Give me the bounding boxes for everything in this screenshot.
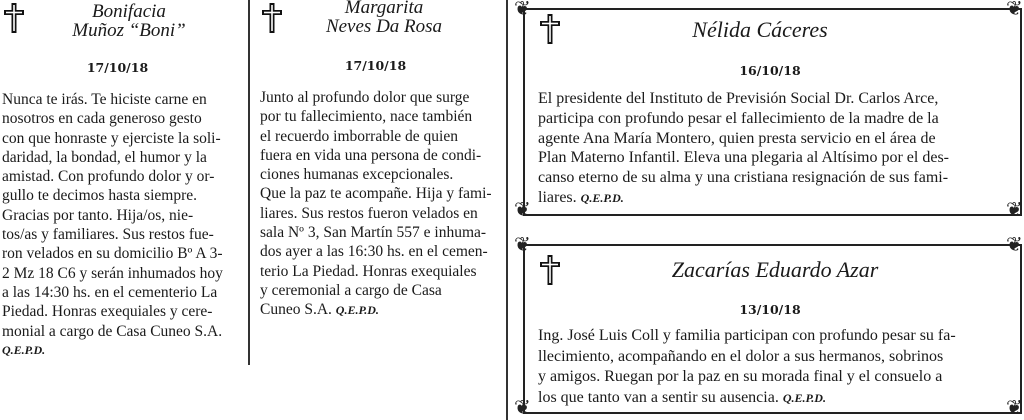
text-line: gullo te decimos hasta siempre. (2, 187, 197, 205)
obituary-name: Nélida Cáceres (692, 17, 828, 42)
text-line: Ing. José Luis Coll y familia participan con profundo pesar su fa- (538, 327, 956, 344)
corner-ornament-icon: ❦ (514, 397, 531, 419)
text-line: a las 14:30 hs. en el cementerio La (2, 283, 218, 301)
obituary-date: 16/10/18 (739, 63, 801, 78)
corner-ornament-icon: ❦ (514, 199, 531, 221)
text-line: Piedad. Honras exequiales y cere- (2, 303, 213, 321)
obituary-text (538, 326, 1008, 408)
obituary-date: 17/10/18 (86, 60, 149, 75)
corner-ornament-icon: ❦ (1006, 234, 1023, 256)
text-line: sala Nº 3, San Martín 557 e inhuma- (260, 224, 487, 242)
text-line: Plan Materno Infantil. Eleva una plegaria al Altísimo por el des- (538, 149, 949, 167)
text-line: liares. Q.E.P.D. (538, 188, 624, 206)
cross-icon (540, 255, 560, 285)
cross-icon (540, 14, 560, 44)
text-line: daridad, la bondad, el humor y la (2, 148, 207, 166)
text-line: dos ayer a las 16:30 hs. en el cemen- (260, 243, 488, 261)
text-line: con que honraste y ejerciste la soli- (2, 129, 221, 147)
text-line: Que la paz te acompañe. Hija y fami- (260, 185, 492, 203)
text-line: monial a cargo de Casa Cuneo S.A. (2, 322, 223, 340)
cross-icon (262, 3, 282, 33)
text-line: agente Ana María Montero, quien presta servicio en el área de (538, 129, 936, 147)
corner-ornament-icon: ❦ (1006, 0, 1023, 20)
corner-ornament-icon: ❦ (514, 0, 531, 20)
text-line: fuera en vida una persona de condi- (260, 146, 482, 164)
text-line: y amigos. Ruegan por la paz en su morada final y el consuelo a (538, 368, 943, 385)
text-line: El presidente del Instituto de Previsión Social Dr. Carlos Arce, (538, 90, 939, 107)
cross-icon (4, 3, 24, 33)
text-line: el recuerdo imborrable de quien (260, 127, 458, 145)
text-line: amistad. Con profundo dolor y or- (2, 168, 215, 186)
qepd-label: Q.E.P.D. (782, 390, 826, 405)
corner-ornament-icon: ❦ (514, 234, 531, 256)
column-divider (506, 0, 508, 420)
obituary-name: Margarita Neves Da Rosa (325, 0, 443, 37)
text-line: llecimiento, acompañando en el dolor a sus hermanos, sobrinos (538, 347, 944, 365)
corner-ornament-icon: ❦ (1006, 397, 1023, 419)
obituary-name: Zacarías Eduardo Azar (671, 257, 879, 282)
text-line: ron velados en su domicilio Bº A 3- (2, 245, 223, 263)
text-line: terio La Piedad. Honras exequiales (260, 262, 477, 280)
column-divider (248, 0, 250, 365)
text-line: tos/as y familiares. Sus restos fue- (2, 226, 214, 244)
obituary-text (260, 88, 492, 321)
text-line: participa con profundo pesar el fallecimiento de la madre de la (538, 109, 939, 127)
text-line: Nunca te irás. Te hiciste carne en (2, 91, 207, 108)
text-line: Cuneo S.A. Q.E.P.D. (260, 301, 379, 319)
text-line: los que tanto van a sentir su ausencia. Q.E.P.D. (538, 388, 826, 406)
qepd-label: Q.E.P.D. (335, 303, 379, 318)
text-line: Gracias por tanto. Hija/os, nie- (2, 206, 194, 224)
text-line: canso eterno de su alma y una cristiana resignación de sus fami- (538, 169, 949, 187)
obituary-date: 17/10/18 (344, 58, 407, 73)
text-line: y ceremonial a cargo de Casa (260, 281, 442, 299)
obituary-text (2, 90, 232, 360)
corner-ornament-icon: ❦ (1006, 199, 1023, 221)
text-line: Junto al profundo dolor que surge (260, 89, 470, 106)
text-line: 2 Mz 18 C6 y serán inhumados hoy (2, 264, 223, 282)
qepd-label: Q.E.P.D. (2, 342, 46, 357)
text-line: liares. Sus restos fueron velados en (260, 204, 478, 222)
obituary-name: Bonifacia Muñoz “Boni” (72, 1, 186, 41)
text-line: por tu fallecimiento, nace también (260, 108, 473, 126)
text-line: nosotros en cada generoso gesto (2, 110, 202, 128)
obituary-date: 13/10/18 (739, 302, 801, 317)
qepd-label: Q.E.P.D. (580, 190, 624, 205)
obituary-text (538, 89, 1008, 209)
text-line: ciones humanas excepcionales. (260, 166, 454, 184)
